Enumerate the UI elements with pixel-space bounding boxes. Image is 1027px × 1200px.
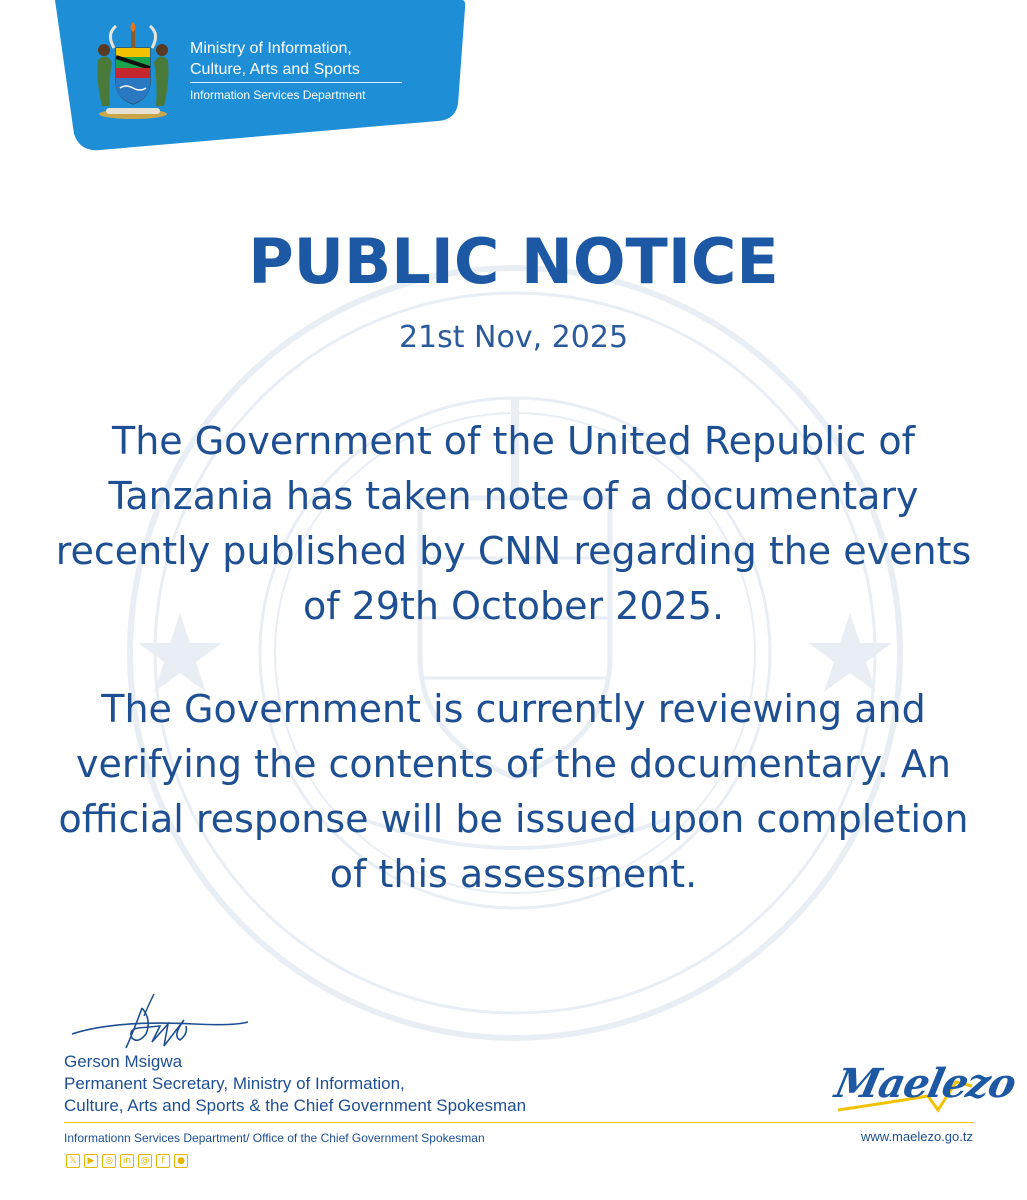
ministry-name: Ministry of Information, Culture, Arts and Sports [190, 40, 360, 78]
maelezo-logo: Maelezo [831, 1060, 1020, 1107]
footer-divider [64, 1122, 974, 1123]
watermark-seal [120, 258, 910, 1048]
x-icon[interactable]: 𝕏 [66, 1154, 80, 1168]
notice-title: PUBLIC NOTICE [248, 225, 779, 298]
youtube-icon[interactable]: ▶ [84, 1154, 98, 1168]
department-name: Information Services Department [190, 88, 366, 102]
signatory-name: Gerson Msigwa [64, 1052, 183, 1071]
notice-paragraph-2: The Government is currently reviewing and verifying the contents of the documentary. An official response will be issued upon completion of this assessment. [58, 687, 969, 896]
linkedin-icon[interactable]: in [120, 1154, 134, 1168]
signatory-title: Permanent Secretary, Ministry of Information, Culture, Arts and Sports & the Chief Government Spokesman [64, 1074, 527, 1115]
instagram-icon[interactable]: ◎ [102, 1154, 116, 1168]
footer-website-link[interactable]: www.maelezo.go.tz [861, 1129, 973, 1144]
facebook-icon[interactable]: f [156, 1154, 170, 1168]
notice-paragraph-1: The Government of the United Republic of Tanzania has taken note of a documentary recently published by CNN regarding the events of 29th October 2025. [55, 419, 972, 628]
handwritten-signature [64, 990, 254, 1060]
header-divider [190, 82, 402, 83]
coat-of-arms-seal [88, 22, 178, 122]
social-icons [66, 1154, 188, 1168]
podcast-icon[interactable]: ● [174, 1154, 188, 1168]
notice-date: 21st Nov, 2025 [398, 320, 629, 355]
threads-icon[interactable]: @ [138, 1154, 152, 1168]
footer-office: Informationn Services Department/ Office of the Chief Government Spokesman [64, 1131, 485, 1145]
